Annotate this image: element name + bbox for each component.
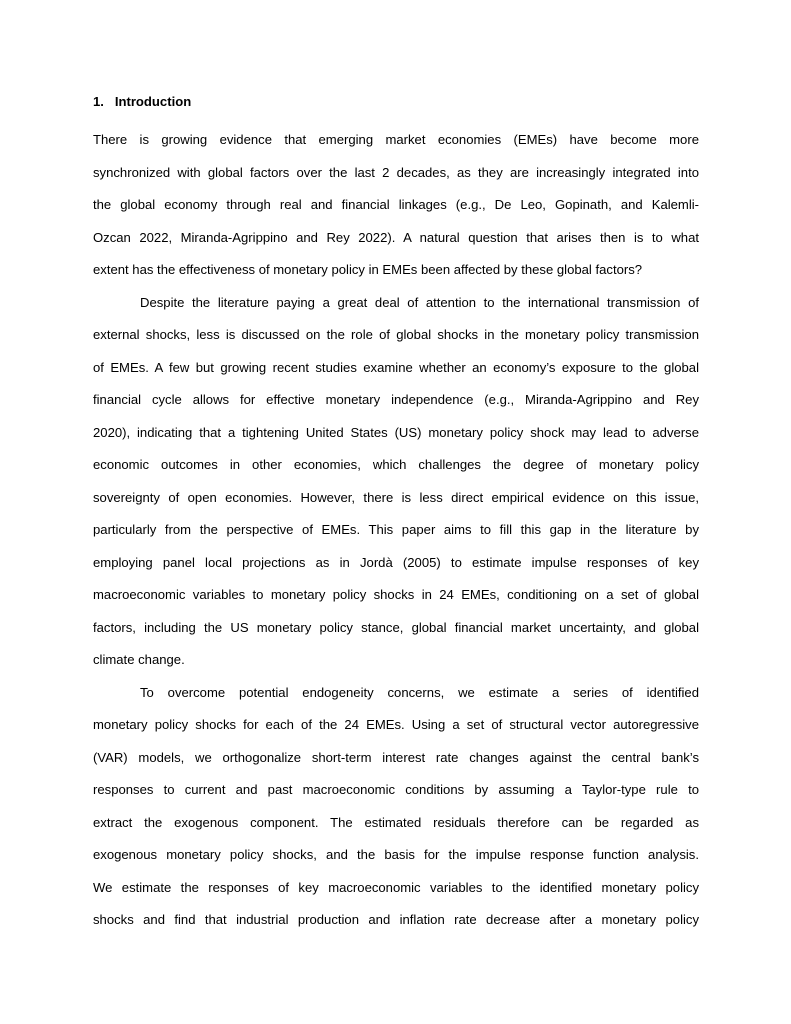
section-title: Introduction (114, 94, 192, 109)
text-line: monetary policy shocks for each of the 24 EMEs. Using a set of structural vector autoregressive (93, 717, 699, 732)
paragraph-2 (93, 287, 699, 677)
text-line: economic outcomes in other economies, which challenges the degree of monetary policy (93, 457, 699, 472)
text-line: We estimate the responses of key macroeconomic variables to the identified monetary policy (93, 879, 699, 895)
text-line: of EMEs. A few but growing recent studies examine whether an economy’s exposure to the global (93, 359, 699, 375)
text-line: shocks and find that industrial production and inflation rate decrease after a monetary policy (93, 912, 699, 927)
text-line: external shocks, less is discussed on the role of global shocks in the monetary policy transmission (93, 327, 699, 342)
paragraph-1 (93, 124, 699, 287)
paper-page (93, 91, 699, 937)
text-line: particularly from the perspective of EMEs. This paper aims to fill this gap in the literature by (93, 522, 699, 537)
text-line: climate change. (93, 652, 185, 667)
text-line: employing panel local projections as in Jordà (2005) to estimate impulse responses of key (93, 554, 699, 570)
text-line: extent has the effectiveness of monetary policy in EMEs been affected by these global factors? (93, 262, 643, 277)
text-line: the global economy through real and financial linkages (e.g., De Leo, Gopinath, and Kalemli- (93, 197, 699, 212)
text-line: (VAR) models, we orthogonalize short-term interest rate changes against the central bank’s (93, 749, 699, 765)
text-line: To overcome potential endogeneity concerns, we estimate a series of identified (140, 684, 699, 700)
text-line: sovereignty of open economies. However, there is less direct empirical evidence on this issue, (93, 489, 699, 505)
section-heading (93, 91, 699, 113)
text-line: extract the exogenous component. The estimated residuals therefore can be regarded as (93, 814, 699, 830)
text-line: Despite the literature paying a great deal of attention to the international transmission of (140, 294, 699, 310)
text-line: Ozcan 2022, Miranda-Agrippino and Rey 2022). A natural question that arises then is to what (93, 229, 699, 245)
text-line: responses to current and past macroeconomic conditions by assuming a Taylor-type rule to (93, 782, 699, 797)
text-line: exogenous monetary policy shocks, and the basis for the impulse response function analysis. (93, 847, 699, 862)
section-number: 1. (93, 94, 104, 109)
text-line: synchronized with global factors over the last 2 decades, as they are increasingly integrated into (93, 164, 699, 180)
text-line: macroeconomic variables to monetary policy shocks in 24 EMEs, conditioning on a set of global (93, 587, 699, 602)
text-line: There is growing evidence that emerging market economies (EMEs) have become more (93, 132, 699, 147)
text-line: financial cycle allows for effective monetary independence (e.g., Miranda-Agrippino and Rey (93, 392, 699, 407)
paragraph-3 (93, 677, 699, 937)
text-line: factors, including the US monetary policy stance, global financial market uncertainty, and global (93, 619, 699, 635)
text-line: 2020), indicating that a tightening United States (US) monetary policy shock may lead to adverse (93, 424, 699, 440)
